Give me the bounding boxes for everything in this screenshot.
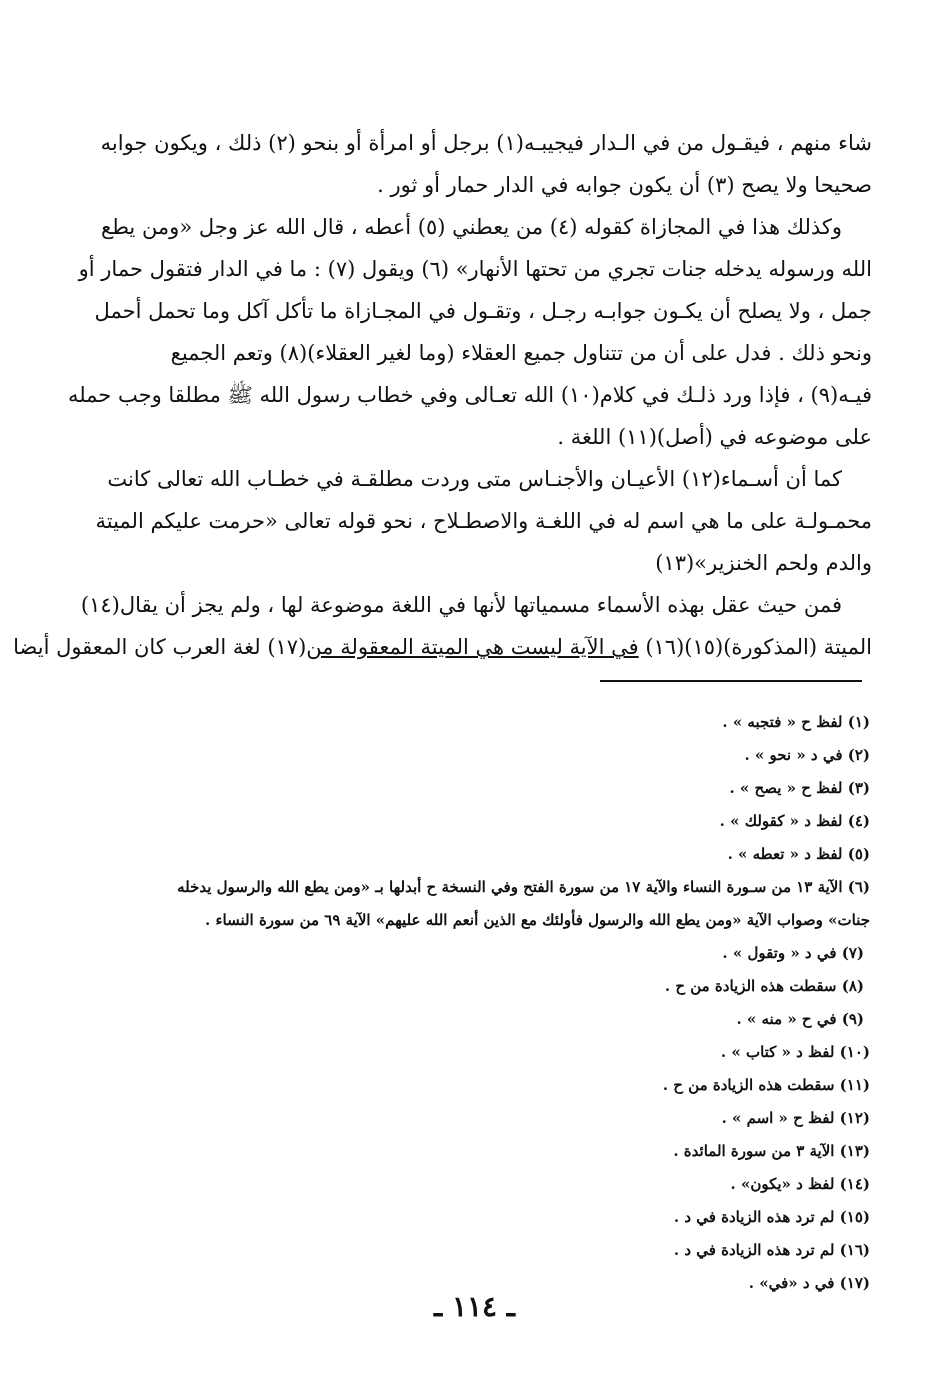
text-line-6: ونحو ذلك . فدل على أن من تتناول جميع العقلاء (وما لغير العقلاء)(٨) وتعم الجميع [170,341,872,365]
footnote-5: (٥) لفظ د « تعطه » . [727,845,870,863]
text-line-13-start: الميتة (المذكورة)(١٥)(١٦) [638,635,872,659]
main-text [13,122,872,668]
footnote-3: (٣) لفظ ح « يصح » . [729,779,870,797]
footnote-7: (٧) في د « وتقول » . [722,944,864,962]
text-line-8: على موضوعه في (أصل)(١١) اللغة . [557,425,872,449]
footnotes [100,706,870,1300]
text-line-13-end: (١٧) لغة العرب كان المعقول أيضا [13,635,307,659]
footnote-10: (١٠) لفظ د « كتاب » . [720,1043,870,1061]
text-line-7: فيـه(٩) ، فإذا ورد ذلـك في كلام(١٠) الله تعـالى وفي خطاب رسول الله ﷺ مطلقا وجب حمله [67,383,872,407]
underlined-phrase: في الآية ليست هي الميتة المعقولة من [306,635,639,659]
footnote-12: (١٢) لفظ ح « اسم » . [721,1109,870,1127]
text-line-4: الله ورسوله يدخله جنات تجري من تحتها الأنهار» (٦) ويقول (٧) : ما في الدار فتقول حمار أو [78,257,872,281]
text-line-3: وكذلك هذا في المجازاة كقوله (٤) من يعطني (٥) أعطه ، قال الله عز وجل «ومن يطع [101,215,842,239]
text-line-12: فمن حيث عقل بهذه الأسماء مسمياتها لأنها في اللغة موضوعة لها ، ولم يجز أن يقال(١٤) [80,593,842,617]
text-line-10: محمـولـة على ما هي اسم له في اللغـة والاصطـلاح ، نحو قوله تعالى «حرمت عليكم الميتة [95,509,872,533]
footnote-6-continued: جنات» وصواب الآية «ومن يطع الله والرسول فأولئك مع الذين أنعم الله عليهم» الآية ٦٩ من سورة النساء . [205,911,870,929]
footnote-17: (١٧) في د «في» . [748,1274,870,1292]
text-line-13 [13,626,872,668]
footnote-1: (١) لفظ ح « فتجبه » . [722,713,870,731]
footnote-13: (١٣) الآية ٣ من سورة المائدة . [673,1142,870,1160]
footnote-8: (٨) سقطت هذه الزيادة من ح . [664,977,864,995]
footnote-6: (٦) الآية ١٣ من سـورة النساء والآية ١٧ من سورة الفتح وفي النسخة ح أبدلها بـ «ومن يطع الله والرسول يدخله [177,878,870,896]
text-line-5: جمل ، ولا يصلح أن يكـون جوابـه رجـل ، وتقـول في المجـازاة ما تأكل آكل وما تحمل أحمل [94,299,872,323]
text-line-2: صحيحا ولا يصح (٣) أن يكون جوابه في الدار حمار أو ثور . [377,173,872,197]
page-number: ـ ١١٤ ـ [433,1290,516,1323]
footnote-16: (١٦) لم ترد هذه الزيادة في د . [673,1241,870,1259]
footnote-9: (٩) في ح « منه » . [736,1010,864,1028]
footnote-11: (١١) سقطت هذه الزيادة من ح . [662,1076,870,1094]
footnote-separator [600,680,862,682]
footnote-14: (١٤) لفظ د «يكون» . [730,1175,870,1193]
text-line-11: والدم ولحم الخنزير»(١٣) [655,551,872,575]
footnote-2: (٢) في د « نحو » . [744,746,870,764]
text-line-1: شاء منهم ، فيقـول من في الـدار فيجيبـه(١) برجل أو امرأة أو بنحو (٢) ذلك ، ويكون جوابه [100,131,872,155]
footnote-4: (٤) لفظ د « كقولك » . [719,812,870,830]
footnote-15: (١٥) لم ترد هذه الزيادة في د . [673,1208,870,1226]
text-line-9: كما أن أسـماء(١٢) الأعيـان والأجنـاس متى وردت مطلقـة في خطـاب الله تعالى كانت [107,467,842,491]
